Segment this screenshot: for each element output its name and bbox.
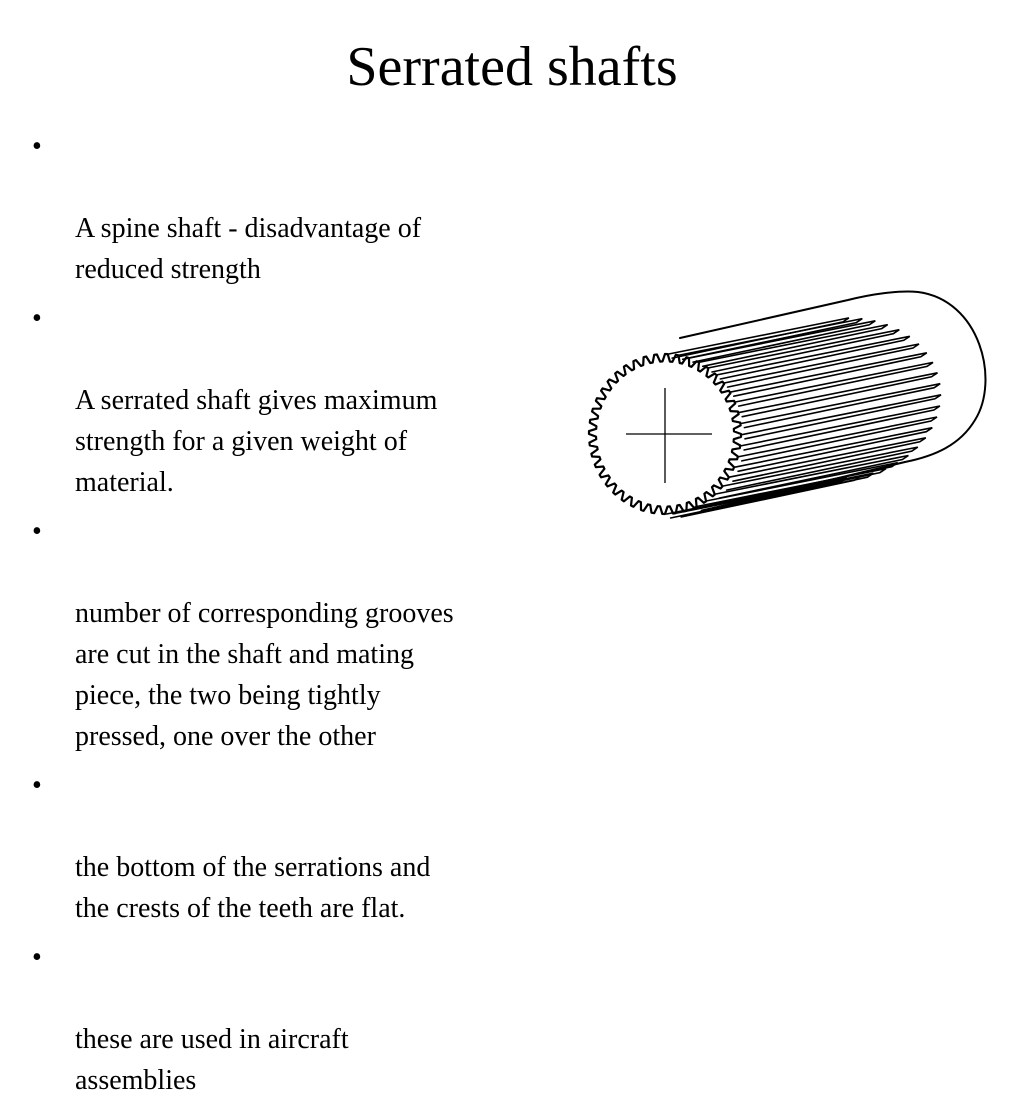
groove-line [708, 330, 899, 372]
groove-line [724, 344, 919, 387]
serration-grooves [667, 318, 941, 518]
bullet-text: these are used in aircraft assemblies [75, 1024, 349, 1096]
groove-line [730, 353, 927, 396]
bullet-list [32, 126, 552, 1109]
groove-line [715, 456, 908, 499]
bullet-item [32, 937, 552, 1101]
bullet-text: the bottom of the serrations and the crests of the teeth are flat. [75, 852, 431, 924]
bullet-item [32, 765, 552, 929]
slide-title: Serrated shafts [346, 36, 678, 98]
bullet-text: A serrated shaft gives maximum strength for a given weight of material. [75, 385, 438, 498]
bullet-icon: • [32, 131, 42, 162]
bullet-item [32, 126, 552, 290]
bullet-icon: • [32, 516, 42, 547]
bullet-icon: • [32, 770, 42, 801]
serrated-shaft-drawing [560, 280, 1000, 530]
bullet-icon: • [32, 303, 42, 334]
bullet-text: A spine shaft - disadvantage of reduced strength [75, 213, 422, 285]
bullet-text: number of corresponding grooves are cut in the shaft and mating piece, the two being tightly pressed, one over the other [75, 598, 454, 752]
bullet-item [32, 511, 552, 757]
groove-line [738, 417, 937, 461]
groove-line [689, 321, 875, 362]
center-crosshair [626, 388, 712, 483]
bullet-item [32, 298, 552, 503]
bullet-icon: • [32, 942, 42, 973]
